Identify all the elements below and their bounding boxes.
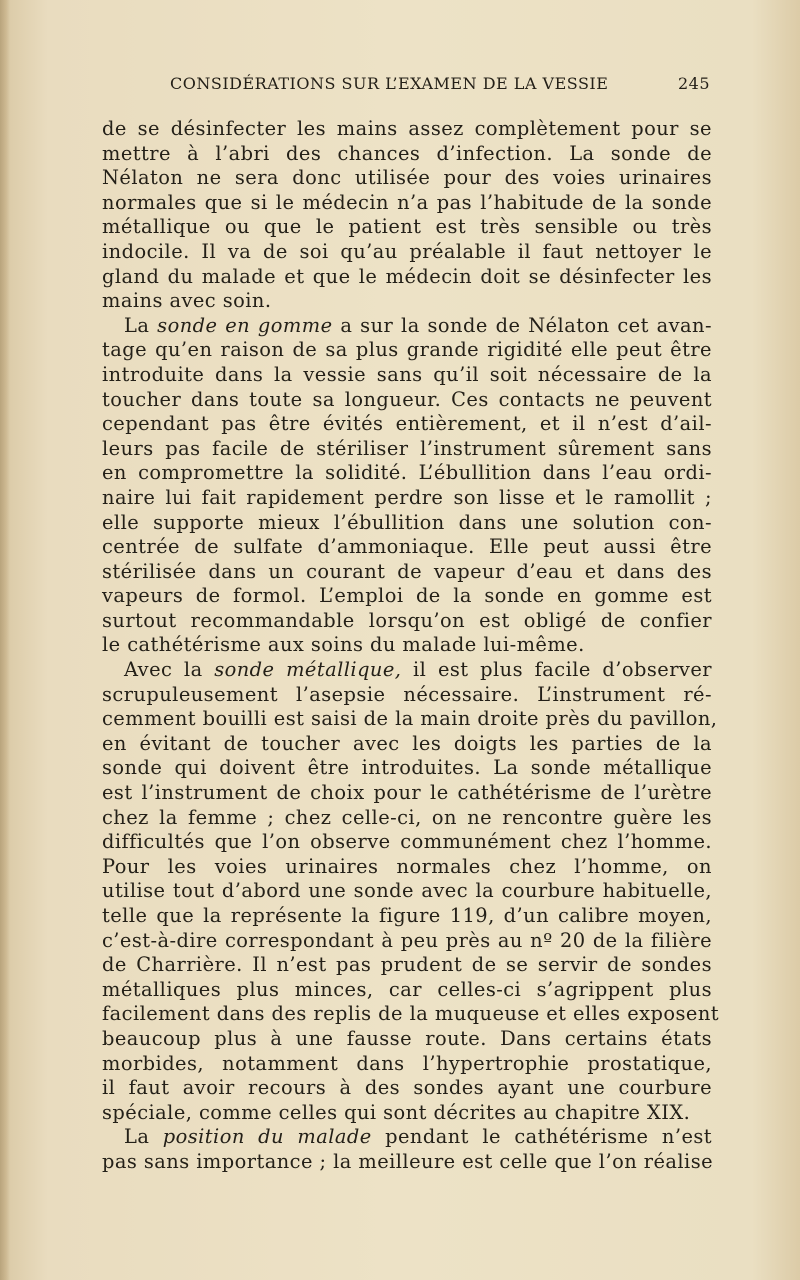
text-line: indocile. Il va de soi qu’au préalable il faut nettoyer le: [102, 239, 712, 263]
text-line: scrupuleusement l’asepsie nécessaire. L’instrument ré-: [102, 682, 712, 706]
italic-term: position du malade: [162, 1125, 372, 1149]
text-line: surtout recommandable lorsqu’on est obligé de confier: [102, 608, 712, 632]
text-line: gland du malade et que le médecin doit se désinfecter les: [102, 264, 712, 288]
text-line: en compromettre la solidité. L’ébullition dans l’eau ordi-: [102, 461, 712, 485]
text-line: elle supporte mieux l’ébullition dans une solution con-: [102, 510, 712, 534]
running-title: CONSIDÉRATIONS SUR L’EXAMEN DE LA VESSIE: [170, 74, 609, 93]
text-line: chez la femme ; chez celle-ci, on ne rencontre guère les: [102, 805, 712, 829]
text-line: morbides, notamment dans l’hypertrophie prostatique,: [102, 1051, 712, 1075]
text-line: [102, 314, 712, 339]
text-line: Pour les voies urinaires normales chez l’homme, on: [102, 854, 712, 878]
text-line: Nélaton ne sera donc utilisée pour des voies urinaires: [102, 166, 712, 190]
text-line: sonde qui doivent être introduites. La sonde métallique: [102, 756, 712, 780]
text-line: facilement dans des replis de la muqueuse et elles exposent: [102, 1002, 719, 1026]
italic-term: sonde métallique,: [214, 658, 402, 682]
text-line: normales que si le médecin n’a pas l’habitude de la sonde: [102, 190, 712, 214]
text-line: pas sans importance ; la meilleure est celle que l’on réalise: [102, 1149, 714, 1173]
text-line: centrée de sulfate d’ammoniaque. Elle peut aussi être: [102, 535, 712, 559]
italic-term: sonde en gomme: [157, 313, 333, 337]
page-number: 245: [677, 74, 710, 93]
text-line: leurs pas facile de stériliser l’instrument sûrement sans: [102, 436, 712, 460]
text-segment: il est plus facile d’observer: [401, 658, 712, 682]
text-line: métallique ou que le patient est très sensible ou très: [102, 215, 712, 239]
text-line: naire lui fait rapidement perdre son lisse et le ramollit ;: [102, 485, 712, 509]
text-line: stérilisée dans un courant de vapeur d’eau et dans des: [102, 559, 712, 583]
text-line: tage qu’en raison de sa plus grande rigidité elle peut être: [102, 338, 712, 362]
text-line: [102, 658, 712, 683]
text-segment: pendant le cathétérisme n’est: [371, 1125, 713, 1149]
text-segment: La: [124, 313, 158, 337]
page-binding-edge: [0, 0, 10, 1280]
text-segment: La: [124, 1125, 163, 1149]
text-line: de se désinfecter les mains assez complètement pour se: [102, 117, 712, 140]
running-header: [170, 74, 710, 93]
text-line: cependant pas être évités entièrement, et il n’est d’ail-: [102, 412, 712, 436]
text-line: métalliques plus minces, car celles-ci s’agrippent plus: [102, 977, 712, 1001]
body-text: [102, 117, 719, 1175]
text-line: introduite dans la vessie sans qu’il soit nécessaire de la: [102, 362, 712, 386]
text-line: vapeurs de formol. L’emploi de la sonde en gomme est: [102, 584, 712, 608]
text-line: en évitant de toucher avec les doigts les parties de la: [102, 731, 712, 755]
text-segment: Avec la: [124, 658, 215, 682]
text-segment: a sur la sonde de Nélaton cet avan-: [332, 313, 712, 337]
text-line: cemment bouilli est saisi de la main droite près du pavillon,: [102, 707, 718, 731]
text-line: mettre à l’abri des chances d’infection. La sonde de: [102, 141, 712, 165]
text-line: telle que la représente la figure 119, d’un calibre moyen,: [102, 904, 712, 927]
text-line: le cathétérisme aux soins du malade lui-même.: [102, 633, 585, 657]
text-line: mains avec soin.: [102, 289, 272, 313]
text-line: [102, 1125, 712, 1150]
text-line: de Charrière. Il n’est pas prudent de se servir de sondes: [102, 953, 712, 977]
text-line: utilise tout d’abord une sonde avec la courbure habituelle,: [102, 879, 712, 903]
text-line: toucher dans toute sa longueur. Ces contacts ne peuvent: [102, 387, 712, 411]
text-line: c’est-à-dire correspondant à peu près au nº 20 de la filière: [102, 928, 712, 952]
text-line: est l’instrument de choix pour le cathétérisme de l’urètre: [102, 781, 712, 805]
text-line: il faut avoir recours à des sondes ayant une courbure: [102, 1076, 712, 1100]
text-line: spéciale, comme celles qui sont décrites au chapitre XIX.: [102, 1100, 691, 1124]
text-line: difficultés que l’on observe communément chez l’homme.: [102, 830, 712, 854]
text-line: beaucoup plus à une fausse route. Dans certains états: [102, 1026, 712, 1050]
